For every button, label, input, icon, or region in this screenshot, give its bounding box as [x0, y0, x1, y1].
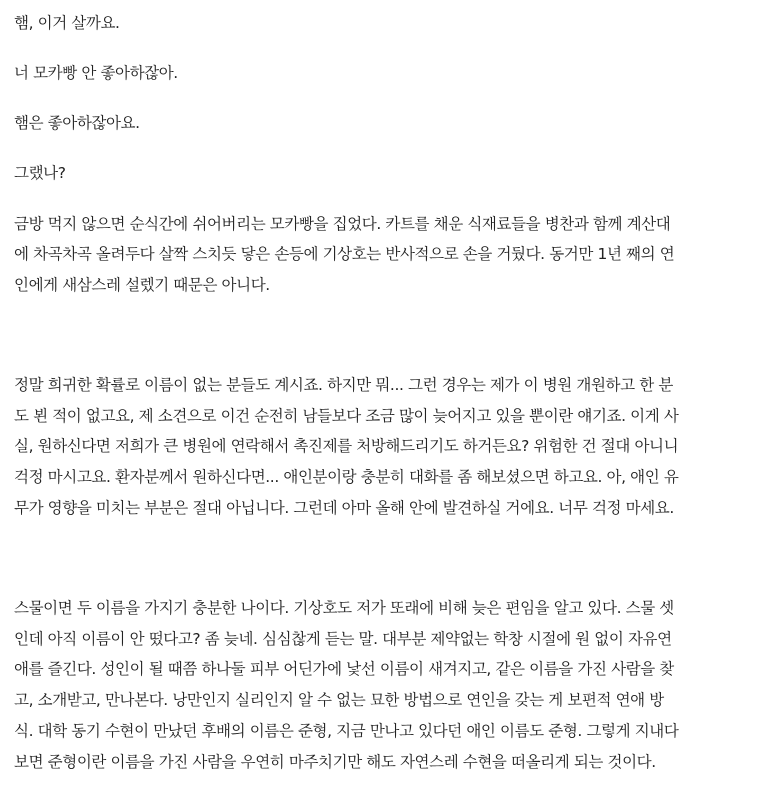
paragraph-line: 보면 준형이란 이름을 가진 사람을 우연히 마주치기만 해도 자연스레 수현을 떠올리게 되는 것이다. — [14, 753, 656, 771]
paragraph-line: 고, 소개받고, 만나본다. 낭만인지 실리인지 알 수 없는 묘한 방법으로 연인을 갖는 게 보편적 연애 방 — [14, 691, 664, 709]
paragraph-line: 무가 영향을 미치는 부분은 절대 아닙니다. 그런데 아마 올해 안에 발견하실 거에요. 너무 걱정 마세요. — [14, 499, 674, 517]
paragraph-line: 금방 먹지 않으면 순식간에 쉬어버리는 모카빵을 집었다. 카트를 채운 식재료들을 병찬과 함께 계산대 — [14, 215, 671, 233]
dialogue-line: 그랬나? — [14, 164, 66, 182]
paragraph-line: 도 뵌 적이 없고요, 제 소견으로 이건 순전히 남들보다 조금 많이 늦어지고 있을 뿐이란 얘기죠. 이게 사 — [14, 407, 679, 425]
paragraph-line: 실, 원하신다면 저희가 큰 병원에 연락해서 촉진제를 처방해드리기도 하거든요? 위험한 건 절대 아니니 — [14, 437, 679, 455]
paragraph-line: 인에게 새삼스레 설렜기 때문은 아니다. — [14, 276, 270, 294]
paragraph-line: 걱정 마시고요. 환자분께서 원하신다면... 애인분이랑 충분히 대화를 좀 해보셨으면 하고요. 아, 애인 유 — [14, 468, 679, 486]
paragraph-line: 애를 즐긴다. 성인이 될 때쯤 하나둘 피부 어딘가에 낯선 이름이 새겨지고, 같은 이름을 가진 사람을 찾 — [14, 660, 674, 678]
paragraph-line: 인데 아직 이름이 안 떴다고? 좀 늦네. 심심찮게 듣는 말. 대부분 제약없는 학창 시절에 원 없이 자유연 — [14, 630, 672, 648]
paragraph-line: 에 차곡차곡 올려두다 살짝 스치듯 닿은 손등에 기상호는 반사적으로 손을 거뒀다. 동거만 1년 째의 연 — [14, 245, 675, 263]
paragraph-line: 스물이면 두 이름을 가지기 충분한 나이다. 기상호도 저가 또래에 비해 늦은 편임을 알고 있다. 스물 셋 — [14, 599, 674, 617]
dialogue-line: 햄, 이거 살까요. — [14, 14, 120, 32]
dialogue-line: 햄은 좋아하잖아요. — [14, 114, 140, 132]
paragraph-line: 정말 희귀한 확률로 이름이 없는 분들도 계시죠. 하지만 뭐... 그런 경우는 제가 이 병원 개원하고 한 분 — [14, 376, 673, 394]
paragraph-line: 식. 대학 동기 수현이 만났던 후배의 이름은 준형, 지금 만나고 있다던 애인 이름도 준형. 그렇게 지내다 — [14, 722, 679, 740]
dialogue-line: 너 모카빵 안 좋아하잖아. — [14, 64, 178, 82]
